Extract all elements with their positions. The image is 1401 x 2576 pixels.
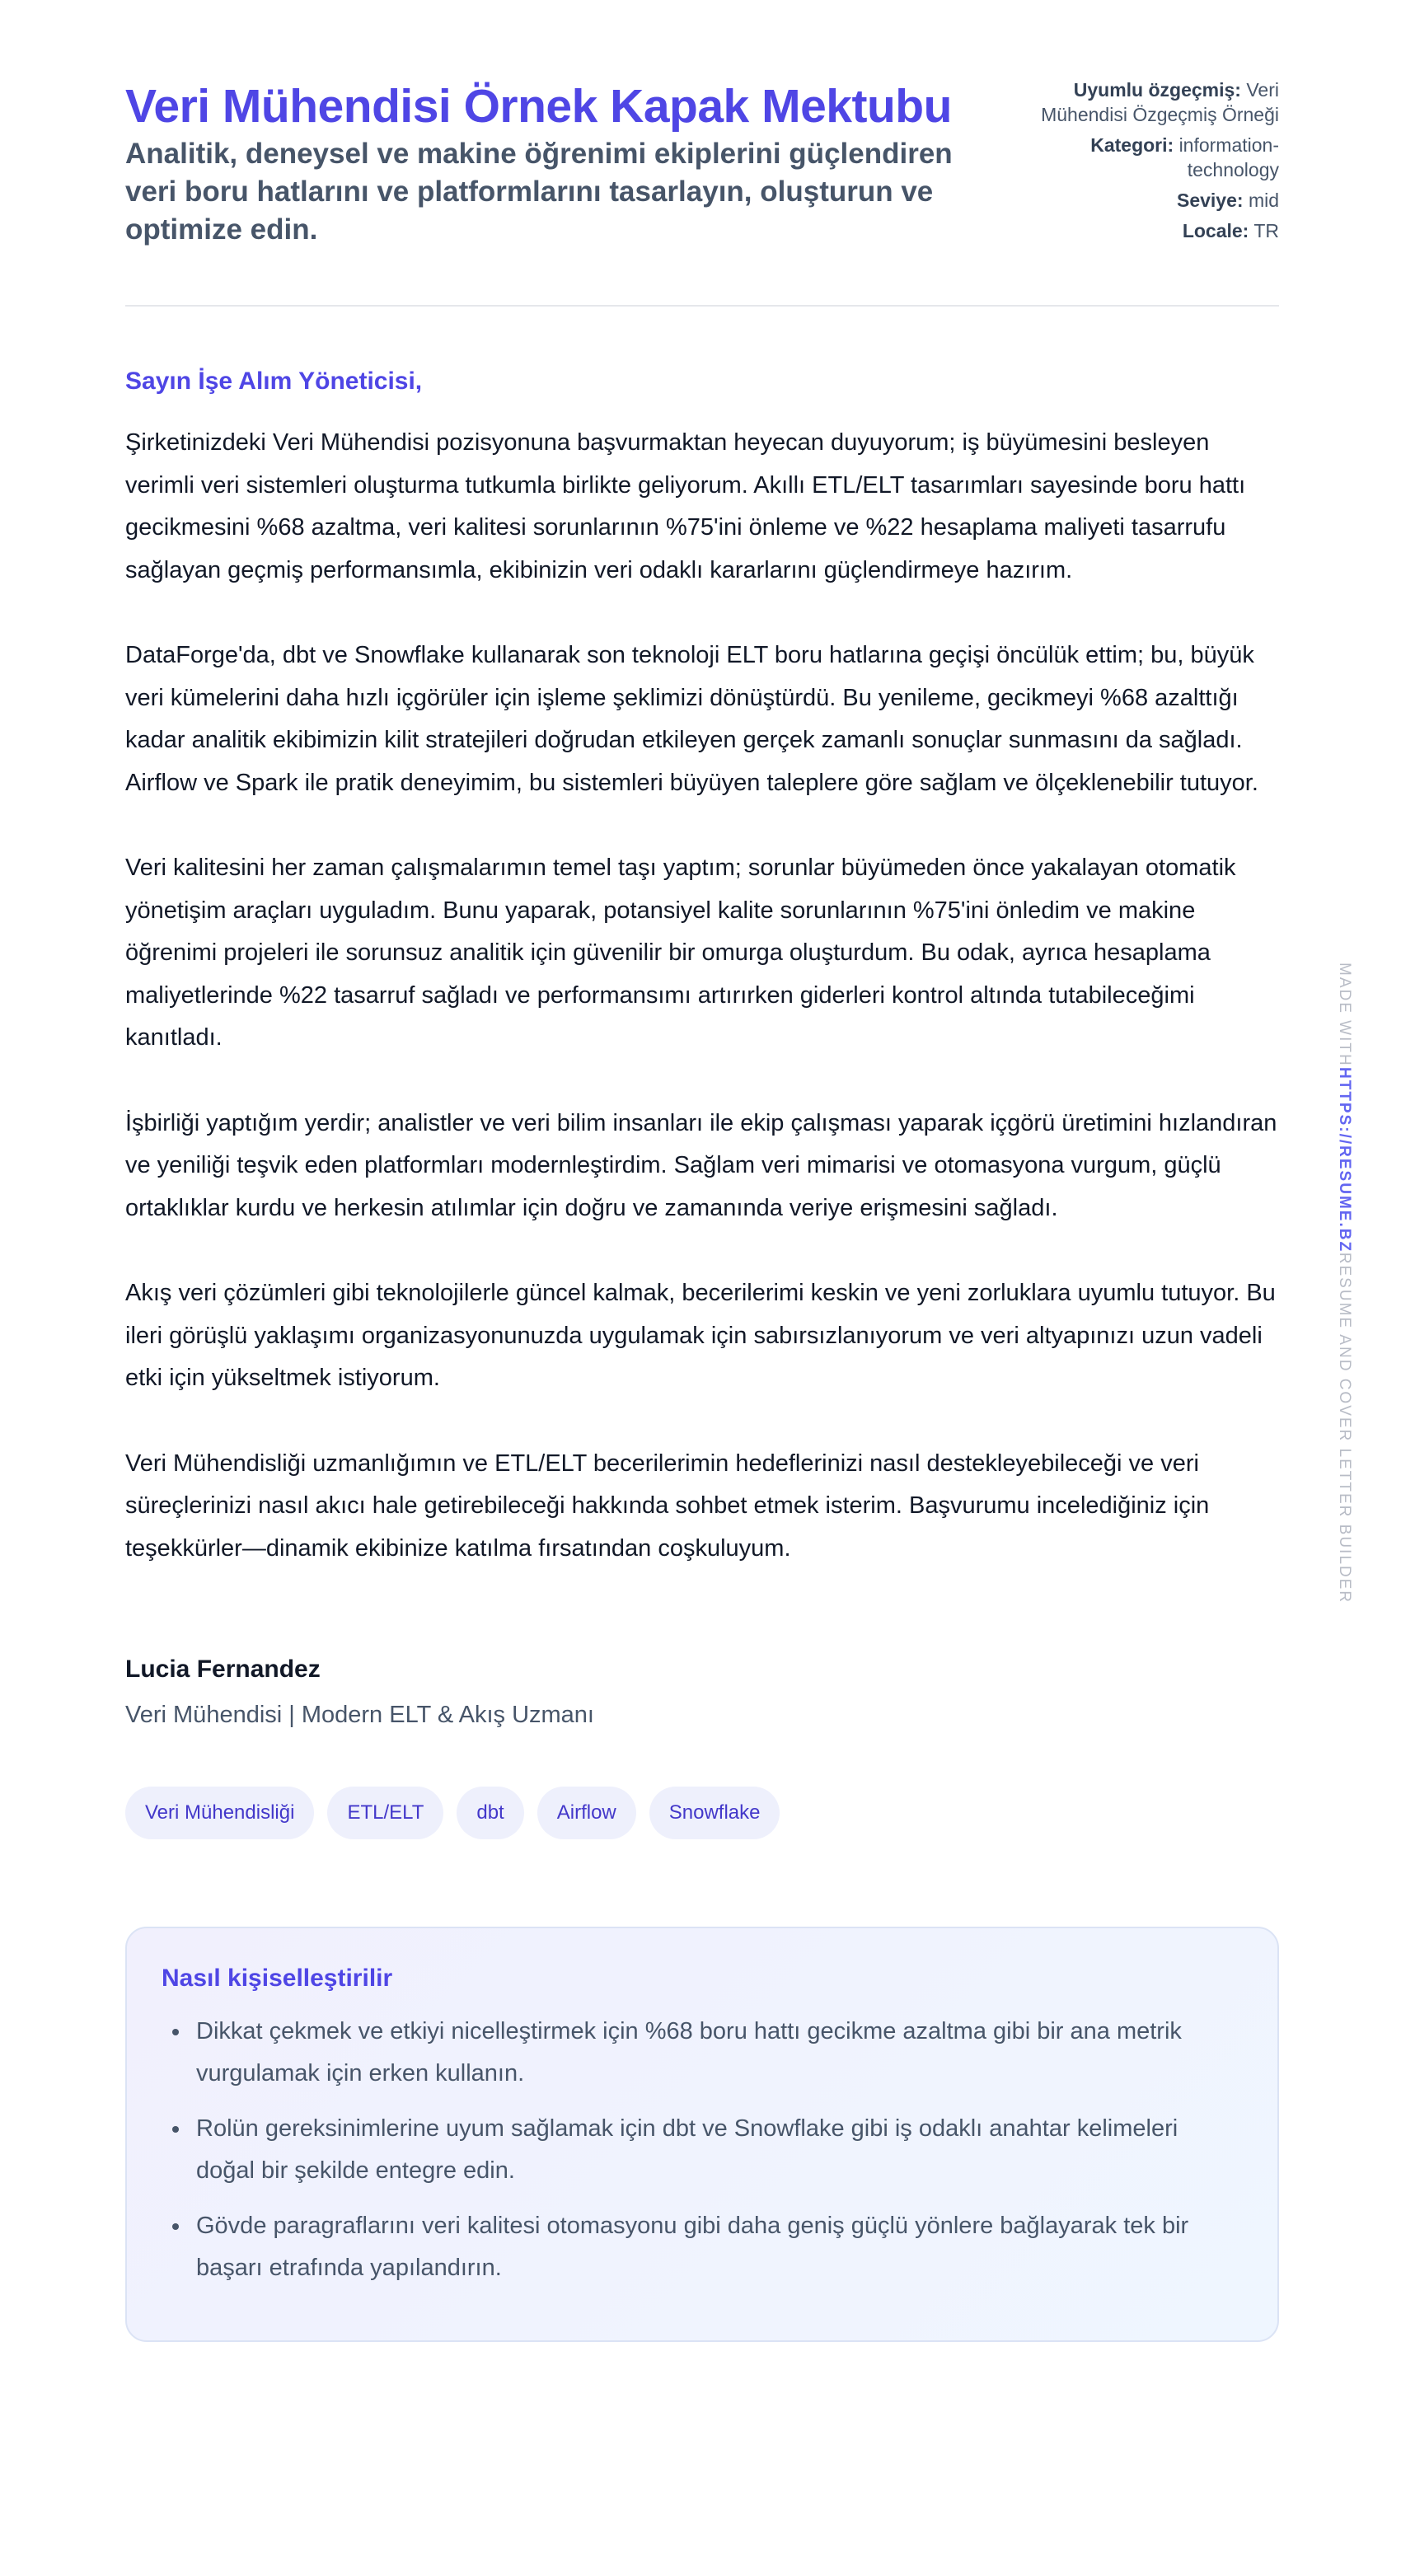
tag-list <box>125 1787 1279 1839</box>
meta-resume <box>1040 77 1279 127</box>
greeting: Sayın İşe Alım Yöneticisi, <box>125 368 423 395</box>
signature-name: Lucia Fernandez <box>125 1656 321 1683</box>
cover-letter <box>125 0 1279 2342</box>
tag: Airflow <box>537 1787 636 1839</box>
tag: dbt <box>457 1787 523 1839</box>
meta-level <box>1040 188 1279 213</box>
page-subtitle: Analitik, deneysel ve makine öğrenimi ekiplerini güçlendiren veri boru hatlarını ve platformlarını tasarlayın, oluşturun ve optimize edin. <box>125 138 953 246</box>
meta-info <box>1040 77 1279 305</box>
meta-value: Veri Mühendisi Özgeçmiş Örneği <box>1041 79 1279 125</box>
tips-title: Nasıl kişiselleştirilir <box>162 1965 393 1992</box>
meta-value: mid <box>1248 190 1279 211</box>
credit-suffix: RESUME AND COVER LETTER BUILDER <box>1336 1252 1353 1604</box>
page-title: Veri Mühendisi Örnek Kapak Mektubu <box>125 80 952 133</box>
meta-value: TR <box>1253 220 1279 241</box>
credit-link[interactable]: HTTPS://RESUME.BZ <box>1336 1066 1353 1253</box>
meta-label: Seviye: <box>1176 190 1244 211</box>
meta-label: Locale: <box>1182 220 1249 241</box>
credit-prefix: MADE WITH <box>1336 962 1353 1067</box>
tip-item: • Dikkat çekmek ve etkiyi nicelleştirmek için %68 boru hattı gecikme azaltma gibi bir ana metrik vurgulamak için erken kullanın. <box>191 2011 1243 2095</box>
meta-category <box>1040 133 1279 182</box>
paragraph: Şirketinizdeki Veri Mühendisi pozisyonuna başvurmaktan heyecan duyuyorum; iş büyümesini besleyen verimli veri sistemleri oluşturma tutkumla birlikte geliyorum. Akıllı ETL/ELT tasarımları sayesinde boru hattı gecikmesini %68 azaltma, veri kalitesi sorunlarının %75'ini önleme ve %22 hesaplama maliyeti tasarrufu sağlayan geçmiş performansımla, ekibinizin veri odaklı kararlarını güçlendirmeye hazırım. <box>125 429 1246 583</box>
signature-role: Veri Mühendisi | Modern ELT & Akış Uzmanı <box>125 1702 594 1728</box>
paragraph: DataForge'da, dbt ve Snowflake kullanarak son teknoloji ELT boru hatlarına geçişi öncülük ettim; bu, büyük veri kümelerini daha hızlı içgörüler için işleme şeklimizi dönüştürdü. Bu yenileme, gecikmeyi %68 azalttığı kadar analitik ekibimizin kilit stratejileri doğrudan etkileyen gerçek zamanlı sonuçlar sunmasını da sağladı. Airflow ve Spark ile pratik deneyimim, bu sistemleri büyüyen taleplere göre sağlam ve ölçeklenebilir tutuyor. <box>125 642 1258 796</box>
meta-value: information-technology <box>1178 134 1279 180</box>
sidebar-credit <box>1335 962 1353 1604</box>
tag: ETL/ELT <box>327 1787 443 1839</box>
paragraph: Veri kalitesini her zaman çalışmalarımın temel taşı yaptım; sorunlar büyümeden önce yakalayan otomatik yönetişim araçları uyguladım. Bunu yaparak, potansiyel kalite sorunlarının %75'ini önledim ve makine öğrenimi projeleri ile sorunsuz analitik için güvenilir bir omurga oluşturdum. Bu odak, ayrıca hesaplama maliyetlerinde %22 tasarruf sağladı ve performansımı artırırken giderleri kontrol altında tutabileceğimi kanıtladı. <box>125 855 1236 1051</box>
meta-label: Uyumlu özgeçmiş: <box>1073 79 1241 101</box>
tag: Veri Mühendisliği <box>125 1787 314 1839</box>
paragraph: Akış veri çözümleri gibi teknolojilerle güncel kalmak, becerilerimi keskin ve yeni zorluklara uyumlu tutuyor. Bu ileri görüşlü yaklaşımı organizasyonunuzda uygulamak için sabırsızlanıyorum ve veri altyapınızı uzun vadeli etki için yükseltmek istiyorum. <box>125 1280 1276 1391</box>
tip-item: • Rolün gereksinimlerine uyum sağlamak için dbt ve Snowflake gibi iş odaklı anahtar kelimeleri doğal bir şekilde entegre edin. <box>191 2108 1243 2192</box>
header <box>125 0 1279 307</box>
tip-item: • Gövde paragraflarını veri kalitesi otomasyonu gibi daha geniş güçlü yönlere bağlayarak tek bir başarı etrafında yapılandırın. <box>191 2205 1243 2289</box>
paragraph: Veri Mühendisliği uzmanlığımın ve ETL/ELT becerilerimin hedeflerinizi nasıl destekleyebileceği ve veri süreçlerinizi nasıl akıcı hale getirebileceği hakkında sohbet etmek isterim. Başvurumu incelediğiniz için teşekkürler—dinamik ekibinize katılma fırsatından coşkuluyum. <box>125 1450 1210 1562</box>
meta-label: Kategori: <box>1090 134 1174 156</box>
signature <box>125 1656 1279 1729</box>
tips-box <box>125 1927 1279 2342</box>
tag: Snowflake <box>649 1787 780 1839</box>
paragraph: İşbirliği yaptığım yerdir; analistler ve veri bilim insanları ile ekip çalışması yaparak içgörü üretimini hızlandıran ve yeniliği teşvik eden platformları modernleştirdim. Sağlam veri mimarisi ve otomasyona vurgum, güçlü ortaklıklar kurdu ve herkesin atılımlar için doğru ve zamanında veriye erişmesini sağladı. <box>125 1109 1277 1221</box>
meta-locale <box>1040 218 1279 243</box>
letter-body <box>125 422 1279 1570</box>
